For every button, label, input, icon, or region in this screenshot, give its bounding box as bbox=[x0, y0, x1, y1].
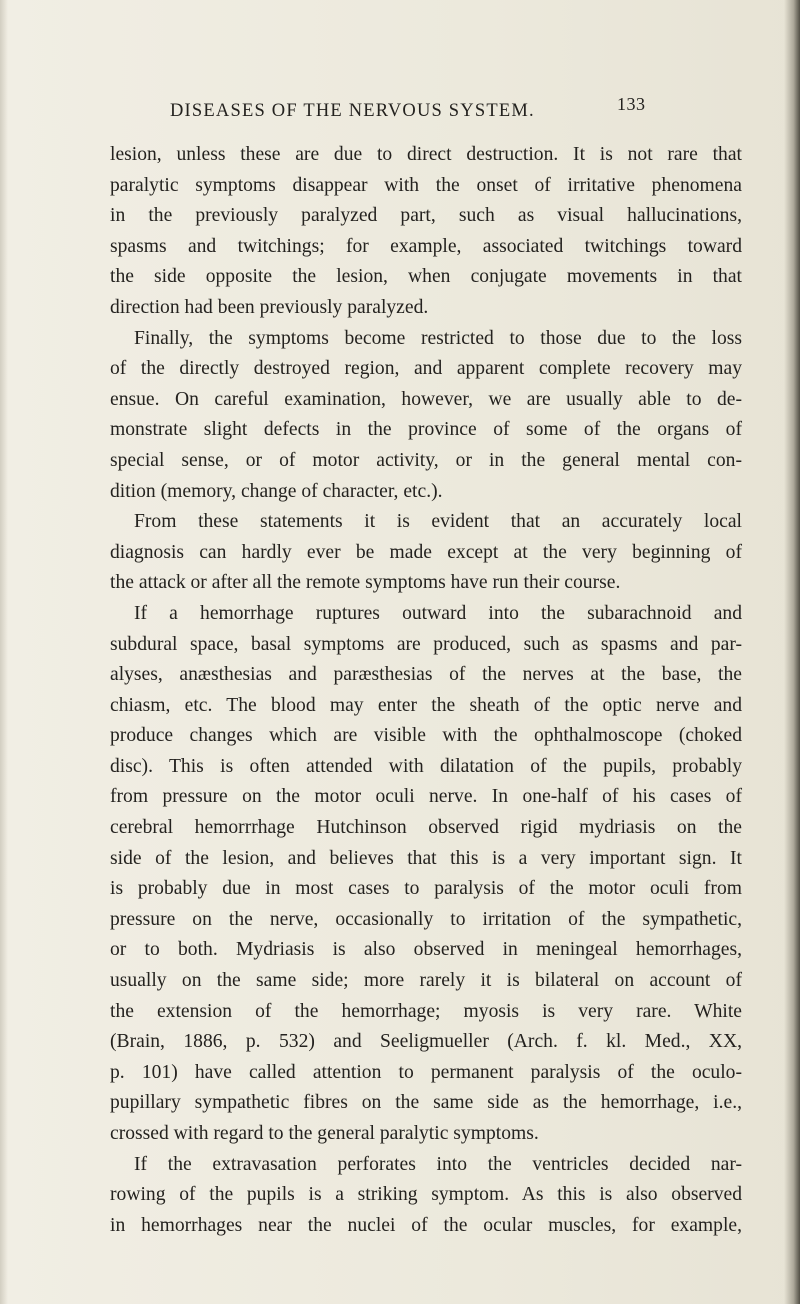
text-line: spasms and twitchings; for example, associated twitchings toward bbox=[110, 235, 742, 257]
text-line: diagnosis can hardly ever be made except at the very beginning of bbox=[110, 541, 742, 563]
running-head: DISEASES OF THE NERVOUS SYSTEM. bbox=[170, 101, 535, 121]
page-spine-shadow bbox=[784, 0, 800, 1304]
text-line: paralytic symptoms disappear with the onset of irritative phenomena bbox=[110, 174, 742, 196]
text-line: the attack or after all the remote symptoms have run their course. bbox=[110, 572, 621, 594]
text-line: direction had been previously paralyzed. bbox=[110, 296, 429, 318]
text-line: crossed with regard to the general paralytic symptoms. bbox=[110, 1123, 539, 1144]
text-line: subdural space, basal symptoms are produced, such as spasms and par- bbox=[110, 633, 742, 655]
text-line: dition (memory, change of character, etc.). bbox=[110, 480, 443, 502]
text-line: From these statements it is evident that an accurately local bbox=[134, 511, 742, 533]
text-line: or to both. Mydriasis is also observed in meningeal hemorrhages, bbox=[110, 939, 742, 961]
page-number: 133 bbox=[617, 94, 646, 114]
text-line: the extension of the hemorrhage; myosis is very rare. White bbox=[110, 1000, 742, 1022]
text-line: rowing of the pupils is a striking symptom. As this is also observed bbox=[110, 1184, 742, 1206]
text-line: special sense, or of motor activity, or in the general mental con- bbox=[110, 449, 742, 471]
text-line: of the directly destroyed region, and apparent complete recovery may bbox=[110, 358, 742, 380]
text-line: cerebral hemorrrhage Hutchinson observed rigid mydriasis on the bbox=[110, 817, 742, 839]
text-line: usually on the same side; more rarely it is bilateral on account of bbox=[110, 970, 742, 992]
text-line: in hemorrhages near the nuclei of the ocular muscles, for example, bbox=[110, 1214, 742, 1236]
body-text bbox=[110, 140, 742, 1241]
text-line: (Brain, 1886, p. 532) and Seeligmueller (Arch. f. kl. Med., XX, bbox=[110, 1031, 742, 1053]
text-line: If a hemorrhage ruptures outward into the subarachnoid and bbox=[134, 602, 742, 624]
page-left-edge bbox=[0, 0, 8, 1304]
text-line: disc). This is often attended with dilatation of the pupils, probably bbox=[110, 755, 742, 777]
text-line: If the extravasation perforates into the ventricles decided nar- bbox=[134, 1153, 742, 1175]
text-line: pressure on the nerve, occasionally to irritation of the sympathetic, bbox=[110, 908, 742, 930]
text-line: side of the lesion, and believes that this is a very important sign. It bbox=[110, 847, 742, 869]
text-line: Finally, the symptoms become restricted to those due to the loss bbox=[134, 327, 742, 349]
text-line: alyses, anæsthesias and paræsthesias of the nerves at the base, the bbox=[110, 664, 742, 686]
text-line: pupillary sympathetic fibres on the same side as the hemorrhage, i.e., bbox=[110, 1092, 742, 1114]
text-line: in the previously paralyzed part, such as visual hallucinations, bbox=[110, 205, 742, 227]
text-line: lesion, unless these are due to direct destruction. It is not rare that bbox=[110, 144, 742, 165]
text-line: p. 101) have called attention to permanent paralysis of the oculo- bbox=[110, 1061, 742, 1083]
text-line: monstrate slight defects in the province of some of the organs of bbox=[110, 419, 742, 441]
text-line: the side opposite the lesion, when conjugate movements in that bbox=[110, 266, 742, 288]
text-line: produce changes which are visible with the ophthalmoscope (choked bbox=[110, 725, 742, 747]
text-line: is probably due in most cases to paralysis of the motor oculi from bbox=[110, 878, 742, 900]
text-line: chiasm, etc. The blood may enter the sheath of the optic nerve and bbox=[110, 694, 742, 716]
text-line: from pressure on the motor oculi nerve. In one-half of his cases of bbox=[110, 786, 742, 808]
text-line: ensue. On careful examination, however, we are usually able to de- bbox=[110, 388, 742, 410]
